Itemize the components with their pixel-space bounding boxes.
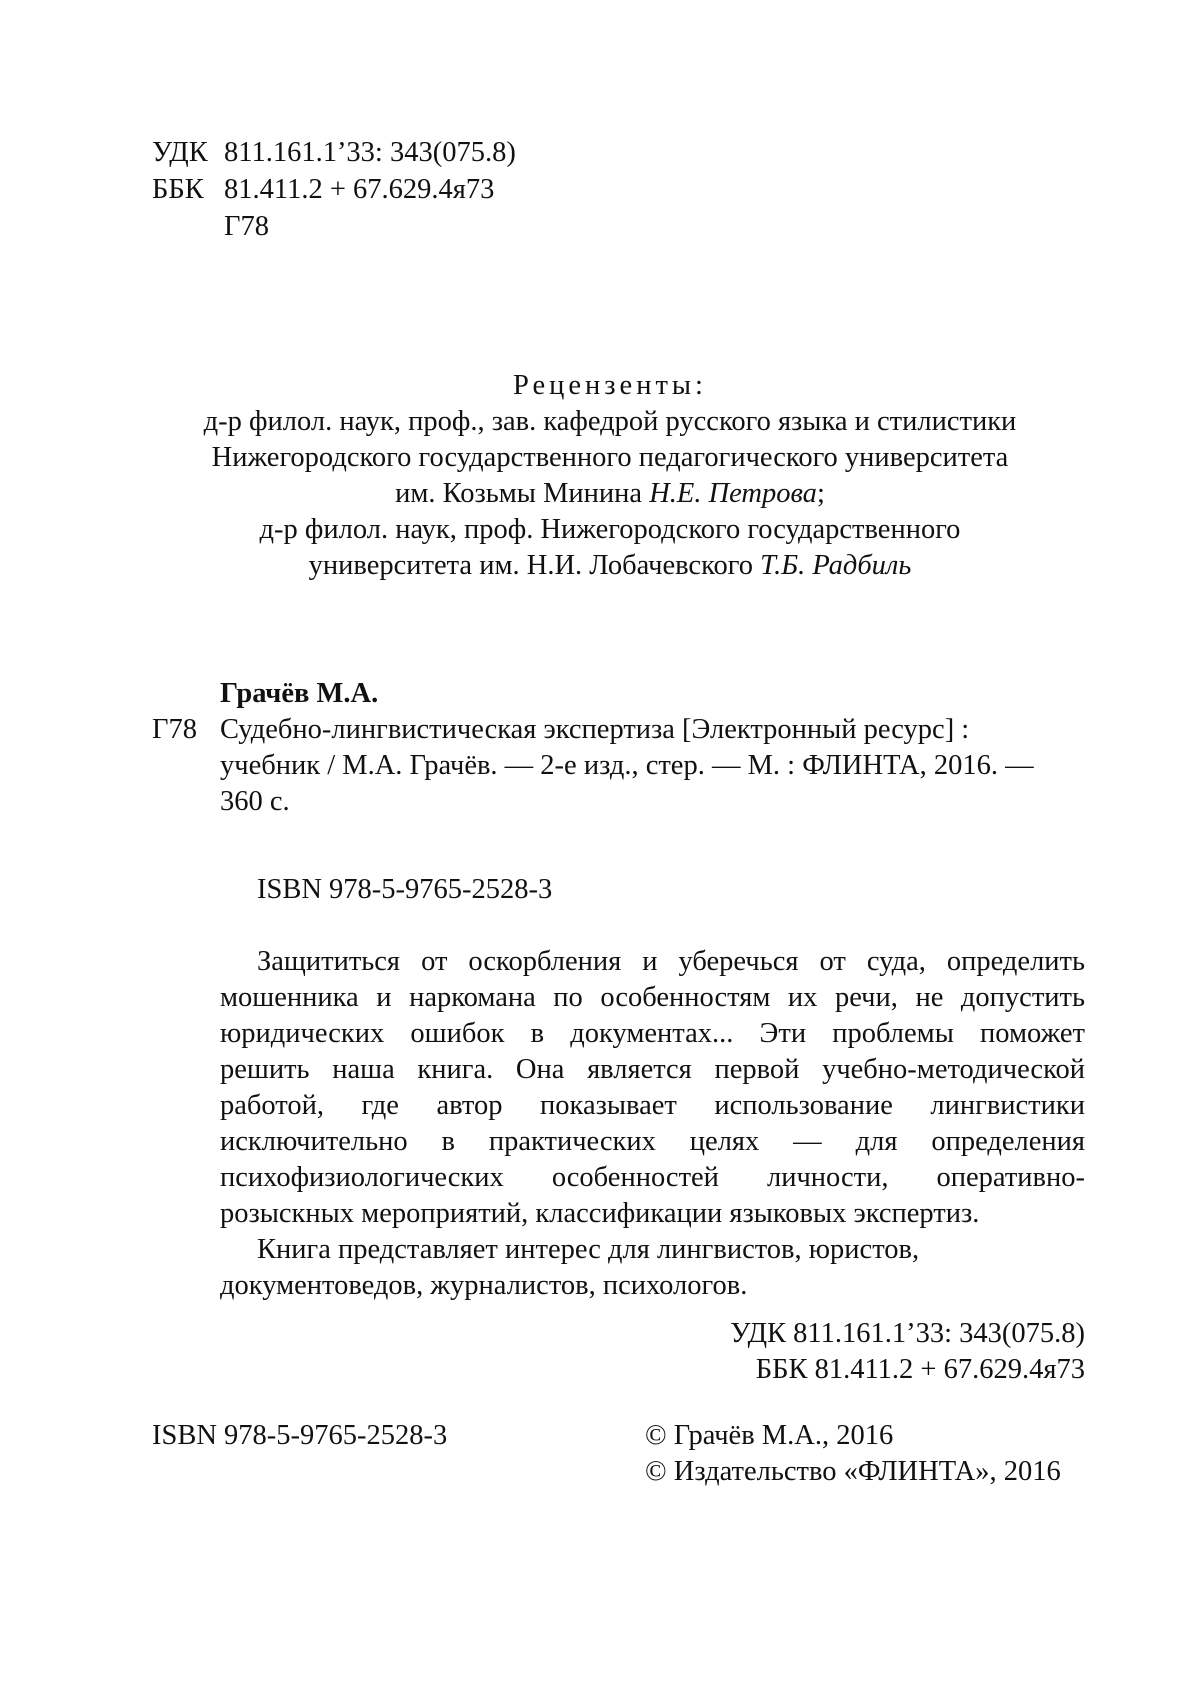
annotation-line: мошенника и наркомана по особенностям их речи, не допустить: [220, 982, 1085, 1013]
header-codes: [152, 135, 516, 246]
bib-line-1: Судебно-лингвистическая экспертиза [Электронный ресурс] :: [220, 714, 970, 745]
classification-udk: УДК 811.161.1’33: 343(075.8): [730, 1318, 1085, 1349]
author-sign: Г78: [224, 211, 269, 242]
reviewer-line-5-text: университета им. Н.И. Лобачевского: [308, 550, 761, 581]
bbk-label: ББК: [152, 174, 204, 205]
copyright-author: © Грачёв М.А., 2016: [645, 1420, 894, 1451]
bib-author: Грачёв М.А.: [220, 678, 379, 709]
bbk-row: [152, 172, 516, 209]
bbk-value: 81.411.2 + 67.629.4я73: [224, 174, 495, 205]
reviewer-line-3-text: им. Козьмы Минина: [395, 478, 650, 509]
reviewer-line-2: Нижегородского государственного педагогического университета: [211, 442, 1009, 473]
annotation-line: решить наша книга. Она является первой учебно-методической: [220, 1054, 1085, 1085]
classification-block: [730, 1316, 1085, 1388]
udk-value: 811.161.1’33: 343(075.8): [224, 137, 516, 168]
annotation-line: розыскных мероприятий, классификации языковых экспертиз.: [220, 1198, 980, 1229]
reviewer-line-3: [160, 476, 1060, 512]
bib-line-3: 360 с.: [220, 786, 290, 817]
copyright-publisher: © Издательство «ФЛИНТА», 2016: [645, 1456, 1061, 1487]
author-sign-row: [152, 209, 516, 246]
reviewer-name-petrova: Н.Е. Петрова: [649, 478, 817, 509]
reviewer-line-4: д-р филол. наук, проф. Нижегородского государственного: [259, 514, 961, 545]
annotation-line: исключительно в практических целях — для определения: [220, 1126, 1085, 1157]
bib-description: [220, 712, 1090, 820]
annotation-line: психофизиологических особенностей личности, оперативно-: [220, 1162, 1085, 1193]
udk-row: [152, 135, 516, 172]
reviewer-line-3-end: ;: [816, 478, 825, 509]
copyright-block: [645, 1418, 1061, 1490]
reviewer-line-5: [160, 548, 1060, 584]
reviewer-name-radbil: Т.Б. Радбиль: [760, 550, 912, 581]
reviewers-block: [160, 368, 1060, 584]
annotation-line: Книга представляет интерес для лингвистов, юристов,: [257, 1234, 920, 1265]
annotation-line: Защититься от оскорбления и уберечься от суда, определить: [257, 946, 1085, 977]
reviewer-line-1: д-р филол. наук, проф., зав. кафедрой русского языка и стилистики: [203, 406, 1017, 437]
reviewers-title: Рецензенты:: [513, 370, 707, 401]
footer-isbn: ISBN 978-5-9765-2528-3: [152, 1420, 448, 1451]
bib-sign: Г78: [152, 714, 197, 745]
bib-isbn: ISBN 978-5-9765-2528-3: [257, 874, 553, 905]
bib-line-2: учебник / М.А. Грачёв. — 2-е изд., стер. — М. : ФЛИНТА, 2016. —: [220, 750, 1034, 781]
annotation-line: документоведов, журналистов, психологов.: [220, 1270, 748, 1301]
annotation-line: работой, где автор показывает использование лингвистики: [220, 1090, 1085, 1121]
classification-bbk: ББК 81.411.2 + 67.629.4я73: [755, 1354, 1085, 1385]
udk-label: УДК: [152, 137, 208, 168]
annotation: [220, 944, 1085, 1304]
annotation-line: юридических ошибок в документах... Эти проблемы поможет: [220, 1018, 1085, 1049]
